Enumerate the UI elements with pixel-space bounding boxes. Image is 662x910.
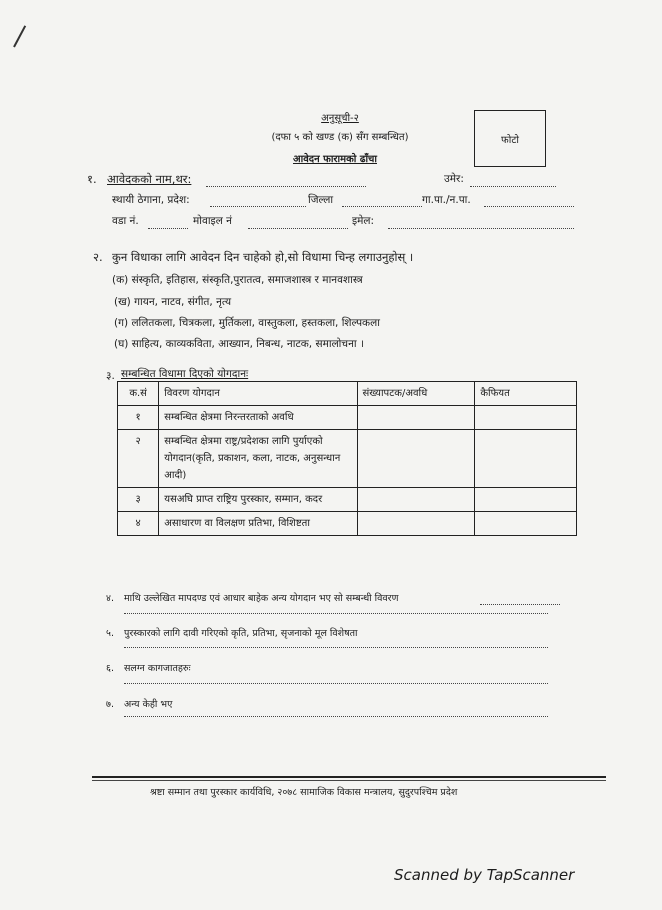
province-field[interactable]: [210, 206, 306, 207]
section1-number: १.: [87, 172, 97, 186]
section7-number: ७.: [106, 699, 114, 710]
schedule-title: अनुसूची-२: [321, 113, 359, 124]
table-row: [118, 512, 577, 536]
section4-text: माथि उल्लेखित मापदण्ड एवं आधार बाहेक अन्य योगदान भए सो सम्बन्धी विवरण: [124, 593, 399, 604]
age-field[interactable]: [470, 186, 556, 187]
header-remarks: कैफियत: [475, 382, 577, 406]
row-remarks-cell[interactable]: [475, 512, 577, 536]
option-gha: (घ) साहित्य, काव्यकविता, आख्यान, निबन्ध, नाटक, समालोचना ।: [114, 338, 364, 350]
section6-field[interactable]: [124, 683, 548, 684]
row-description: सम्बन्धित क्षेत्रमा निरन्तरताको अवधि: [159, 406, 357, 430]
section5-field[interactable]: [124, 647, 548, 648]
applicant-name-field[interactable]: [206, 186, 366, 187]
footer-rule: [92, 776, 606, 778]
section3-title: सम्बन्धित विधामा दिएको योगदानः: [121, 368, 249, 380]
section7-text: अन्य केही भए: [124, 699, 173, 710]
row-description: सम्बन्धित क्षेत्रमा राष्ट्र/प्रदेशका लागि पुर्याएको योगदान(कृति, प्रकाशन, कला, नाटक, अनुसन्धान आदी): [159, 430, 357, 488]
applicant-name-label: आवेदकको नाम,थर:: [107, 172, 192, 186]
option-ka: (क) संस्कृति, इतिहास, संस्कृति,पुरातत्व, समाजशास्त्र र मानवशास्त्र: [112, 274, 363, 286]
section5-text: पुरस्कारको लागि दावी गरिएको कृति, प्रतिभा, सृजनाको मूल विशेषता: [124, 628, 358, 639]
section5-number: ५.: [106, 628, 114, 639]
schedule-reference: (दफा ५ को खण्ड (क) सँग सम्बन्धित): [271, 132, 409, 143]
header-sn: क.सं: [118, 382, 159, 406]
scan-mark: [13, 25, 26, 47]
contribution-table: [117, 381, 577, 536]
email-field[interactable]: [388, 228, 574, 229]
section4-field-line2[interactable]: [124, 613, 548, 614]
scanner-watermark: Scanned by TapScanner: [394, 866, 575, 884]
section4-number: ४.: [106, 593, 114, 604]
row-count-cell[interactable]: [357, 406, 475, 430]
address-label: स्थायी ठेगाना, प्रदेश:: [112, 194, 190, 206]
section2-number: २.: [93, 250, 103, 264]
header-count-duration: संख्यापटक/अवधि: [357, 382, 475, 406]
district-label: जिल्ला: [308, 194, 334, 206]
table-row: [118, 406, 577, 430]
row-remarks-cell[interactable]: [475, 430, 577, 488]
row-remarks-cell[interactable]: [475, 406, 577, 430]
header-description: विवरण योगदान: [159, 382, 357, 406]
section2-question: कुन विधाका लागि आवेदन दिन चाहेको हो,सो विधामा चिन्ह लगाउनुहोस् ।: [112, 250, 414, 264]
option-kha: (ख) गायन, नाटव, संगीत, नृत्य: [114, 296, 232, 308]
row-count-cell[interactable]: [357, 430, 475, 488]
section6-number: ६.: [106, 663, 114, 674]
option-ga: (ग) ललितकला, चित्रकला, मुर्तिकला, वास्तुकला, हस्तकला, शिल्पकला: [114, 317, 380, 329]
row-description: यसअघि प्राप्त राष्ट्रिय पुरस्कार, सम्मान, कदर: [159, 488, 357, 512]
footer-rule-thin: [92, 780, 606, 781]
ward-field[interactable]: [148, 228, 188, 229]
table-row: [118, 488, 577, 512]
section7-field[interactable]: [124, 716, 548, 717]
row-count-cell[interactable]: [357, 488, 475, 512]
section4-field[interactable]: [480, 604, 560, 605]
row-remarks-cell[interactable]: [475, 488, 577, 512]
table-header-row: [118, 382, 577, 406]
section3-number: ३.: [106, 370, 115, 382]
mobile-label: मोवाइल नं: [193, 215, 232, 227]
photo-box: [474, 110, 546, 167]
footer-text: श्रष्टा सम्मान तथा पुरस्कार कार्यविधि, २०७८ सामाजिक विकास मन्त्रालय, सुदुरपश्चिम प्रदेश: [150, 787, 458, 798]
ward-label: वडा नं.: [112, 215, 139, 227]
district-field[interactable]: [342, 206, 422, 207]
municipality-label: गा.पा./न.पा.: [422, 194, 471, 206]
mobile-field[interactable]: [248, 228, 348, 229]
email-label: इमेल:: [352, 215, 375, 227]
row-sn: १: [118, 406, 159, 430]
row-sn: ४: [118, 512, 159, 536]
age-label: उमेर:: [444, 173, 464, 185]
row-sn: २: [118, 430, 159, 488]
photo-label: फोटो: [501, 134, 519, 146]
row-description: असाधारण वा विलक्षण प्रतिभा, विशिष्टता: [159, 512, 357, 536]
section6-text: सलग्न कागजातहरुः: [124, 663, 191, 674]
row-sn: ३: [118, 488, 159, 512]
table-row: [118, 430, 577, 488]
municipality-field[interactable]: [484, 206, 574, 207]
row-count-cell[interactable]: [357, 512, 475, 536]
form-title: आवेदन फारामको ढाँचा: [293, 154, 377, 165]
